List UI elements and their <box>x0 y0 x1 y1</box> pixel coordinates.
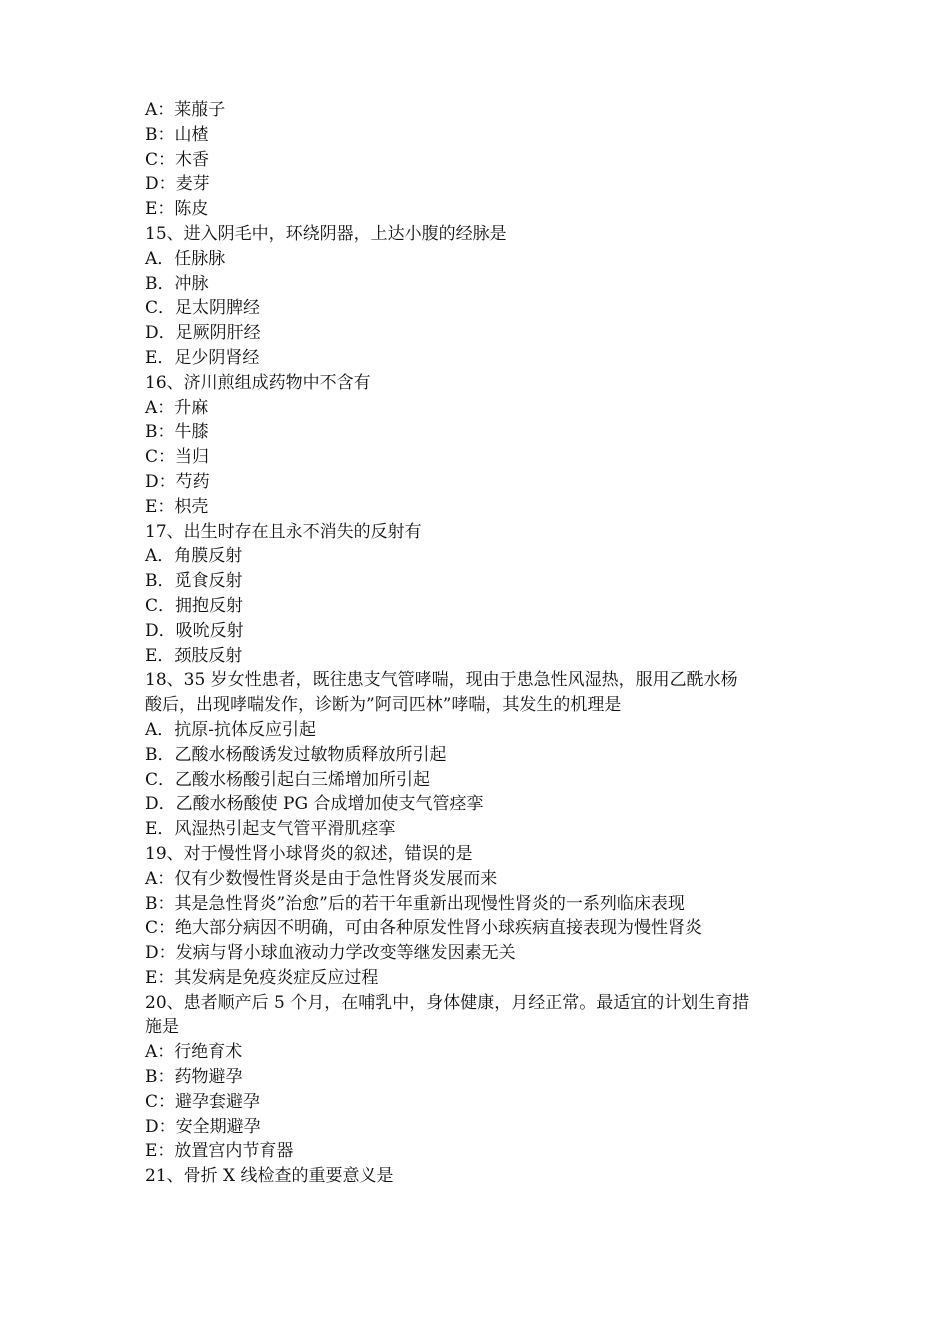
text-line: 16、济川煎组成药物中不含有 <box>145 372 371 393</box>
text-line: E．足少阴肾经 <box>145 347 260 368</box>
text-line: 酸后，出现哮喘发作，诊断为”阿司匹林”哮喘，其发生的机理是 <box>145 695 622 716</box>
text-line: B．觅食反射 <box>145 571 243 592</box>
text-line: E：其发病是免疫炎症反应过程 <box>145 967 379 988</box>
text-line: D：芍药 <box>145 471 210 492</box>
text-line: A：行绝育术 <box>145 1042 243 1063</box>
text-line: C．足太阴脾经 <box>145 298 261 319</box>
text-line: 20、患者顺产后 5 个月，在哺乳中，身体健康，月经正常。最适宜的计划生育措 <box>145 992 750 1013</box>
text-line: D：安全期避孕 <box>145 1116 261 1137</box>
text-line: 18、35 岁女性患者，既往患支气管哮喘，现由于患急性风湿热，服用乙酰水杨 <box>145 670 738 691</box>
text-line: 15、进入阴毛中，环绕阴器，上达小腹的经脉是 <box>145 223 507 244</box>
text-line: A：仅有少数慢性肾炎是由于急性肾炎发展而来 <box>145 868 498 889</box>
text-line: 21、骨折 X 线检查的重要意义是 <box>145 1166 394 1187</box>
text-line: C：木香 <box>145 149 210 170</box>
text-line: A．角膜反射 <box>145 546 243 567</box>
text-line: 19、对于慢性肾小球肾炎的叙述，错误的是 <box>145 843 473 864</box>
text-line: E：陈皮 <box>145 199 209 220</box>
text-line: D．吸吮反射 <box>145 620 244 641</box>
text-line: C．拥抱反射 <box>145 595 244 616</box>
text-line: B：山楂 <box>145 124 209 145</box>
text-line: B：其是急性肾炎”治愈”后的若干年重新出现慢性肾炎的一系列临床表现 <box>145 893 685 914</box>
text-line: C：绝大部分病因不明确，可由各种原发性肾小球疾病直接表现为慢性肾炎 <box>145 918 703 939</box>
text-line: B：牛膝 <box>145 422 209 443</box>
text-line: B：药物避孕 <box>145 1067 243 1088</box>
text-line: E．颈肢反射 <box>145 645 243 666</box>
text-line: 17、出生时存在且永不消失的反射有 <box>145 521 422 542</box>
text-line: D：发病与肾小球血液动力学改变等继发因素无关 <box>145 943 516 964</box>
text-line: D．足厥阴肝经 <box>145 323 261 344</box>
text-line: E．风湿热引起支气管平滑肌痉挛 <box>145 819 396 840</box>
text-line: A：莱菔子 <box>145 100 226 120</box>
text-line: A．抗原-抗体反应引起 <box>145 719 317 740</box>
text-line: C：当归 <box>145 447 210 468</box>
text-line: E：放置宫内节育器 <box>145 1141 294 1162</box>
text-line: 施是 <box>145 1017 179 1038</box>
text-line: A：升麻 <box>145 397 209 418</box>
text-line: D．乙酸水杨酸使 PG 合成增加使支气管痉挛 <box>145 794 484 815</box>
question-text-block <box>145 98 815 1189</box>
text-line: B．冲脉 <box>145 273 209 294</box>
text-line: C．乙酸水杨酸引起白三烯增加所引起 <box>145 769 431 790</box>
text-line: A．任脉脉 <box>145 248 226 269</box>
text-line: C：避孕套避孕 <box>145 1091 261 1112</box>
text-line: E：枳壳 <box>145 496 209 517</box>
text-line: B．乙酸水杨酸诱发过敏物质释放所引起 <box>145 744 447 765</box>
text-line: D：麦芽 <box>145 174 210 195</box>
